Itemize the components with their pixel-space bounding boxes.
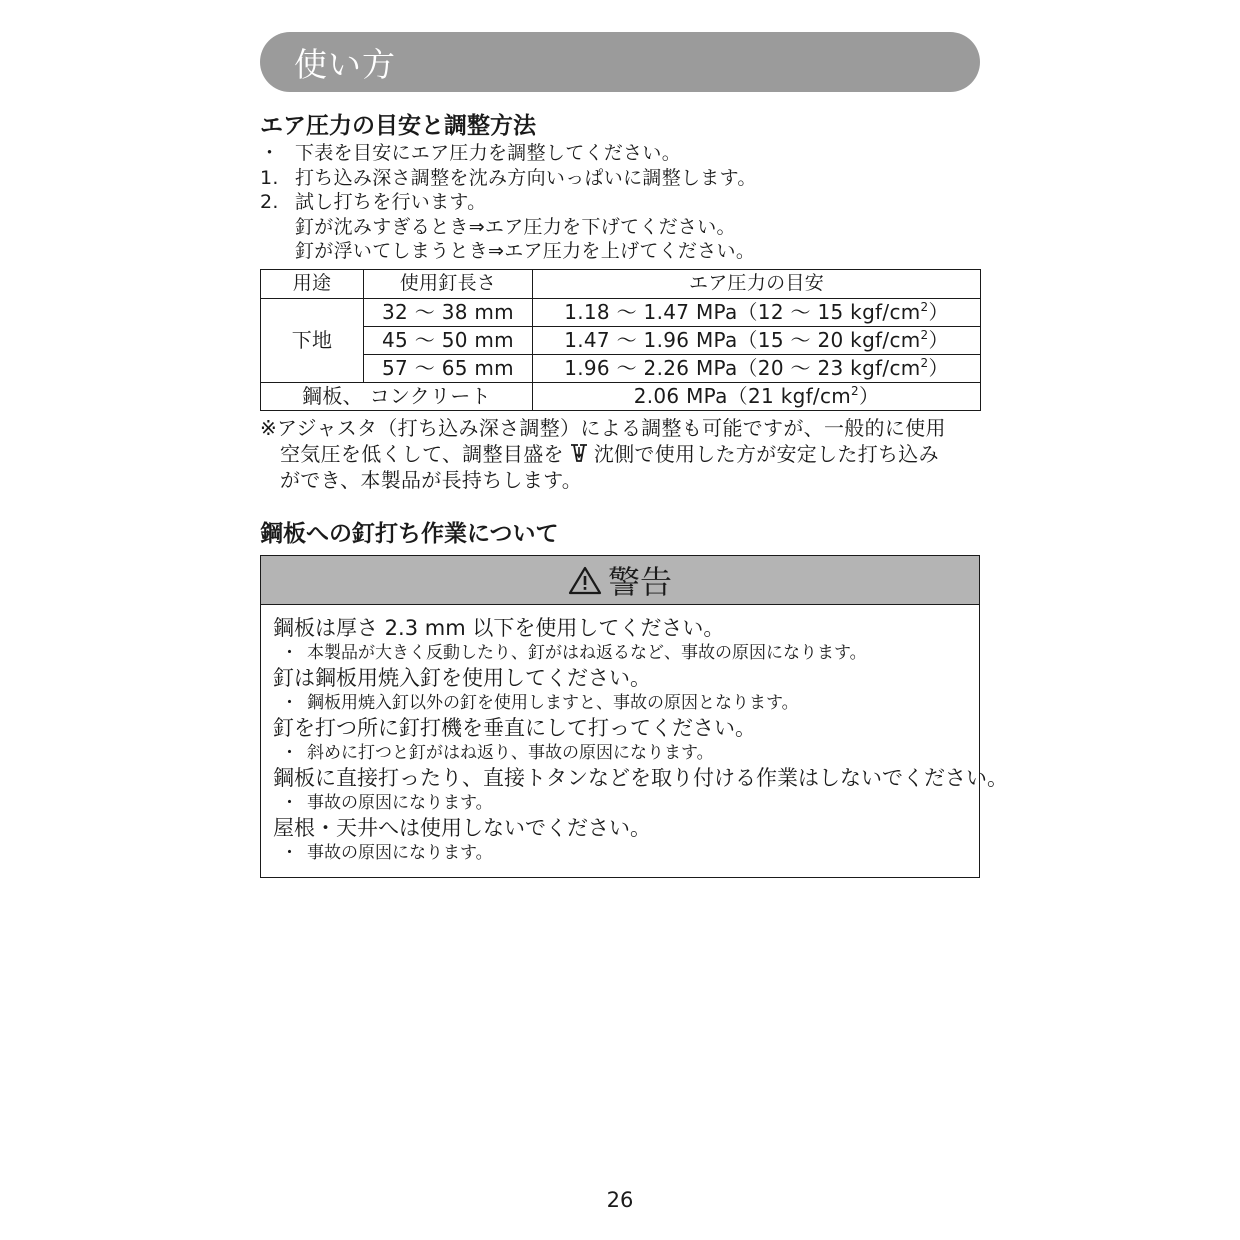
- instruction-text: 下表を目安にエア圧力を調整してください。: [295, 142, 682, 164]
- page-title-bar: [260, 32, 980, 92]
- pressure-cell: 2.06 MPa（21 kgf/$cm^2$）: [533, 382, 981, 410]
- table-row: [261, 298, 981, 326]
- warning-item: [273, 665, 967, 715]
- instruction-line: [260, 141, 980, 166]
- table-row: [261, 354, 981, 382]
- section-heading-steel-plate: 鋼板への釘打ち作業について: [260, 520, 559, 547]
- warning-item: [273, 815, 967, 865]
- instruction-line: [260, 166, 980, 191]
- table-use-cell: 鋼板、 コンクリート: [261, 382, 533, 410]
- warning-main-text: 屋根・天井へは使用しないでください。: [273, 815, 651, 840]
- table-header-cell: エア圧力の目安: [533, 269, 981, 298]
- warning-main-text: 釘を打つ所に釘打機を垂直にして打ってください。: [273, 715, 756, 740]
- page-number: 26: [606, 1188, 634, 1212]
- list-marker: ・: [260, 142, 280, 164]
- instruction-line: [260, 239, 980, 264]
- note-line: ができ、本製品が長持ちします。: [280, 467, 583, 492]
- nail-sink-icon: [568, 442, 590, 464]
- warning-main-text: 鋼板に直接打ったり、直接トタンなどを取り付ける作業はしないでください。: [273, 765, 1008, 790]
- warning-sub-text: ・ 本製品が大きく反動したり、釘がはね返るなど、事故の原因になります。: [281, 642, 867, 663]
- note-line: 空気圧を低くして、調整目盛を 沈側で使用した方が安定した打ち込み: [280, 441, 939, 466]
- adjuster-note: [260, 415, 980, 493]
- instruction-list: [260, 141, 980, 264]
- table-row: [261, 326, 981, 354]
- table-group-cell: 下地: [261, 298, 364, 382]
- nail-length-cell: 57 ～ 65 mm: [364, 354, 533, 382]
- list-marker: 2.: [260, 191, 279, 214]
- table-header-cell: 使用釘長さ: [364, 269, 533, 298]
- warning-main-text: 釘は鋼板用焼入釘を使用してください。: [273, 665, 651, 690]
- instruction-text: 釘が沈みすぎるとき⇒エア圧力を下げてください。: [295, 215, 736, 238]
- note-line: ※アジャスタ（打ち込み深さ調整）による調整も可能ですが、一般的に使用: [260, 415, 946, 440]
- warning-sub-text: ・ 鋼板用焼入釘以外の釘を使用しますと、事故の原因となります。: [281, 692, 799, 713]
- warning-sub-text: ・ 事故の原因になります。: [281, 842, 493, 863]
- instruction-line: [260, 215, 980, 240]
- warning-sub-text: ・ 斜めに打つと釘がはね返り、事故の原因になります。: [281, 742, 714, 763]
- warning-item: [273, 615, 967, 665]
- warning-item: [273, 765, 1008, 815]
- warning-sub-text: ・ 事故の原因になります。: [281, 792, 493, 813]
- instruction-line: [260, 190, 980, 215]
- instruction-text: 打ち込み深さ調整を沈み方向いっぱいに調整します。: [295, 166, 757, 189]
- warning-box: [260, 555, 1008, 878]
- warning-body: [261, 605, 1008, 877]
- instruction-text: 試し打ちを行います。: [295, 191, 487, 214]
- table-row: [261, 382, 981, 410]
- pressure-cell: 1.18 ～ 1.47 MPa（12 ～ 15 kgf/$cm^2$）: [533, 298, 981, 326]
- nail-length-cell: 32 ～ 38 mm: [364, 298, 533, 326]
- instruction-text: 釘が浮いてしまうとき⇒エア圧力を上げてください。: [295, 240, 756, 263]
- warning-header: [261, 556, 979, 605]
- pressure-cell: 1.47 ～ 1.96 MPa（15 ～ 20 kgf/$cm^2$）: [533, 326, 981, 354]
- nail-length-cell: 45 ～ 50 mm: [364, 326, 533, 354]
- warning-main-text: 鋼板は厚さ 2.3 mm 以下を使用してください。: [273, 615, 725, 640]
- table-header-cell: 用途: [261, 269, 364, 298]
- warning-item: [273, 715, 967, 765]
- page-title: 使い方: [294, 44, 396, 84]
- air-pressure-table: [260, 269, 981, 411]
- section-heading-air-pressure: エア圧力の目安と調整方法: [260, 113, 536, 139]
- page-content: [260, 32, 1008, 878]
- warning-label: 警告: [607, 562, 672, 601]
- list-marker: 1.: [260, 166, 279, 189]
- warning-triangle-icon: [568, 565, 602, 595]
- table-header-row: [261, 269, 981, 298]
- pressure-cell: 1.96 ～ 2.26 MPa（20 ～ 23 kgf/$cm^2$）: [533, 354, 981, 382]
